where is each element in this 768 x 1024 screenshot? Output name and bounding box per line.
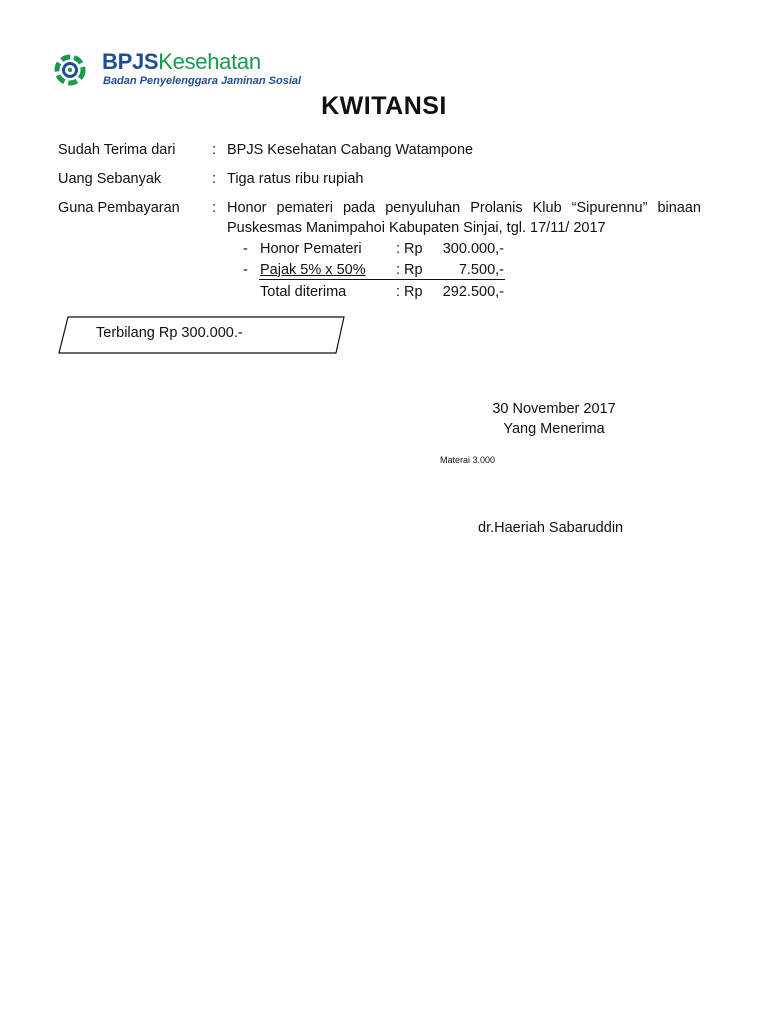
signature-date: 30 November 2017 [492, 401, 616, 417]
brand-logo [52, 49, 302, 90]
field-value-from: BPJS Kesehatan Cabang Watampone [227, 142, 474, 158]
breakdown-amount-pajak: 7.500,- [458, 262, 504, 278]
signer-name: dr.Haeriah Sabaruddin [478, 520, 624, 536]
brand-name-part1: BPJS [102, 49, 159, 74]
field-colon-purpose: : [212, 200, 217, 216]
breakdown-currency-total: : Rp [396, 284, 423, 300]
brand-name-part2: Kesehatan [158, 49, 261, 74]
brand-tagline: Badan Penyelenggara Jaminan Sosial [103, 75, 302, 87]
materai-label: Materai 3.000 [440, 455, 496, 465]
field-value-purpose-line2: Puskesmas Manimpahoi Kabupaten Sinjai, tgl. 17/11/ 2017 [227, 220, 606, 236]
brand-name [102, 50, 261, 74]
breakdown-amount-honor: 300.000,- [442, 241, 504, 257]
breakdown-currency-pajak: : Rp [396, 262, 423, 278]
breakdown-dash: - [243, 241, 248, 257]
field-label-purpose: Guna Pembayaran [58, 200, 180, 216]
field-value-purpose-line1: Honor pemateri pada penyuluhan Prolanis Klub “Sipurennu” binaan [227, 200, 701, 216]
breakdown-label-honor: Honor Pemateri [260, 241, 362, 257]
breakdown-label-total: Total diterima [260, 284, 347, 300]
terbilang-text: Terbilang Rp 300.000.- [96, 325, 243, 341]
breakdown-currency-honor: : Rp [396, 241, 423, 257]
field-colon-amount-words: : [212, 171, 217, 187]
bpjs-logo-icon [52, 52, 88, 88]
breakdown-amount-total: 292.500,- [442, 284, 504, 300]
field-label-amount-words: Uang Sebanyak [58, 171, 162, 187]
signature-role: Yang Menerima [503, 421, 605, 437]
field-value-amount-words: Tiga ratus ribu rupiah [227, 171, 364, 187]
field-label-from: Sudah Terima dari [58, 142, 176, 158]
breakdown-label-pajak: Pajak 5% x 50% [260, 262, 366, 278]
field-colon-from: : [212, 142, 217, 158]
breakdown-dash: - [243, 262, 248, 278]
document-title: KWITANSI [321, 92, 447, 120]
